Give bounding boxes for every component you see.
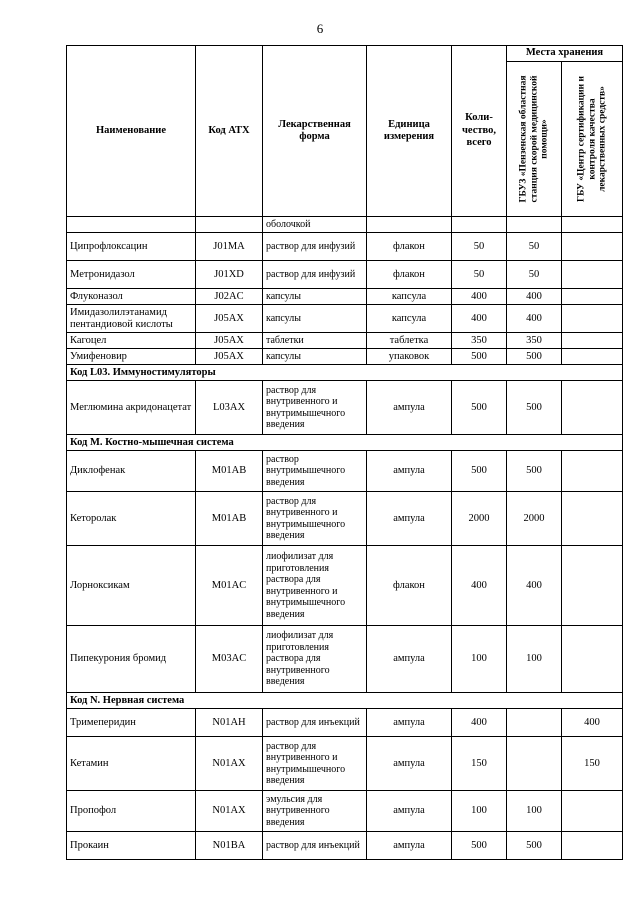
unit-cell: ампула xyxy=(367,832,452,860)
storage-certification-cell: 400 xyxy=(562,709,623,737)
storage-certification-cell xyxy=(562,217,623,233)
quantity-cell: 400 xyxy=(452,305,507,333)
table-row xyxy=(67,492,623,546)
storage-certification-cell xyxy=(562,492,623,546)
quantity-cell xyxy=(452,217,507,233)
section-row xyxy=(67,693,623,709)
section-row xyxy=(67,435,623,451)
atx-code-cell: J05AX xyxy=(196,305,263,333)
drug-name-cell: Кагоцел xyxy=(67,333,196,349)
table-row xyxy=(67,233,623,261)
table-row xyxy=(67,381,623,435)
section-title: Код L03. Иммуностимуляторы xyxy=(67,365,623,381)
quantity-cell: 500 xyxy=(452,451,507,492)
atx-code-cell: L03AX xyxy=(196,381,263,435)
form-cell: таблетки xyxy=(263,333,367,349)
unit-cell: капсула xyxy=(367,289,452,305)
form-cell: эмульсия для внутривенного введения xyxy=(263,791,367,832)
unit-cell: ампула xyxy=(367,492,452,546)
storage-certification-cell xyxy=(562,349,623,365)
drug-name-cell xyxy=(67,217,196,233)
drug-name-cell: Пропофол xyxy=(67,791,196,832)
atx-code-cell: N01AH xyxy=(196,709,263,737)
quantity-cell: 400 xyxy=(452,546,507,626)
table-row xyxy=(67,832,623,860)
storage-certification-cell xyxy=(562,233,623,261)
atx-code-cell: M01AB xyxy=(196,492,263,546)
drug-name-cell: Диклофенак xyxy=(67,451,196,492)
storage-certification-cell xyxy=(562,626,623,693)
atx-code-cell: J01XD xyxy=(196,261,263,289)
unit-cell: упаковок xyxy=(367,349,452,365)
unit-cell: капсула xyxy=(367,305,452,333)
table-row xyxy=(67,791,623,832)
table-row xyxy=(67,305,623,333)
table-row xyxy=(67,546,623,626)
header-storage-ambulance: ГБУЗ «Пензенская областная станция скорой медицинской помощи» xyxy=(507,62,562,217)
unit-cell: ампула xyxy=(367,626,452,693)
section-row xyxy=(67,365,623,381)
form-cell: раствор для инъекций xyxy=(263,709,367,737)
quantity-cell: 400 xyxy=(452,709,507,737)
drug-name-cell: Прокаин xyxy=(67,832,196,860)
atx-code-cell: J05AX xyxy=(196,333,263,349)
table-row xyxy=(67,626,623,693)
storage-ambulance-cell: 100 xyxy=(507,791,562,832)
form-cell: капсулы xyxy=(263,349,367,365)
drug-name-cell: Флуконазол xyxy=(67,289,196,305)
storage-ambulance-cell: 500 xyxy=(507,451,562,492)
header-quantity: Коли-чество, всего xyxy=(452,46,507,217)
unit-cell: ампула xyxy=(367,737,452,791)
unit-cell: ампула xyxy=(367,709,452,737)
unit-cell xyxy=(367,217,452,233)
atx-code-cell: N01AX xyxy=(196,737,263,791)
table-row xyxy=(67,217,623,233)
quantity-cell: 500 xyxy=(452,832,507,860)
storage-ambulance-cell xyxy=(507,709,562,737)
form-cell: оболочкой xyxy=(263,217,367,233)
table-row xyxy=(67,333,623,349)
form-cell: капсулы xyxy=(263,289,367,305)
form-cell: раствор для инфузий xyxy=(263,233,367,261)
unit-cell: ампула xyxy=(367,791,452,832)
form-cell: раствор для внутривенного и внутримышечного введения xyxy=(263,492,367,546)
atx-code-cell: M03AC xyxy=(196,626,263,693)
form-cell: раствор для внутривенного и внутримышечного введения xyxy=(263,381,367,435)
atx-code-cell xyxy=(196,217,263,233)
drug-name-cell: Тримеперидин xyxy=(67,709,196,737)
header-name: Наименование xyxy=(67,46,196,217)
page-number: 6 xyxy=(316,21,324,36)
atx-code-cell: J02AC xyxy=(196,289,263,305)
atx-code-cell: N01BA xyxy=(196,832,263,860)
table-row xyxy=(67,451,623,492)
header-storage-certification: ГБУ «Центр сертификации и контроля качества лекарственных средств» xyxy=(562,62,623,217)
unit-cell: флакон xyxy=(367,233,452,261)
header-form: Лекарственная форма xyxy=(263,46,367,217)
drug-name-cell: Меглюмина акридонацетат xyxy=(67,381,196,435)
unit-cell: флакон xyxy=(367,261,452,289)
atx-code-cell: J05AX xyxy=(196,349,263,365)
unit-cell: таблетка xyxy=(367,333,452,349)
quantity-cell: 50 xyxy=(452,233,507,261)
atx-code-cell: J01MA xyxy=(196,233,263,261)
storage-certification-cell xyxy=(562,546,623,626)
unit-cell: флакон xyxy=(367,546,452,626)
storage-ambulance-cell: 50 xyxy=(507,261,562,289)
storage-certification-cell xyxy=(562,305,623,333)
unit-cell: ампула xyxy=(367,451,452,492)
storage-ambulance-cell: 2000 xyxy=(507,492,562,546)
storage-certification-cell xyxy=(562,261,623,289)
form-cell: капсулы xyxy=(263,305,367,333)
unit-cell: ампула xyxy=(367,381,452,435)
drug-name-cell: Имидазолилэтанамид пентандиовой кислоты xyxy=(67,305,196,333)
header-atx-code: Код АТХ xyxy=(196,46,263,217)
drug-name-cell: Умифеновир xyxy=(67,349,196,365)
table-row xyxy=(67,709,623,737)
quantity-cell: 400 xyxy=(452,289,507,305)
drug-name-cell: Лорноксикам xyxy=(67,546,196,626)
quantity-cell: 500 xyxy=(452,349,507,365)
quantity-cell: 500 xyxy=(452,381,507,435)
quantity-cell: 2000 xyxy=(452,492,507,546)
drug-name-cell: Кетамин xyxy=(67,737,196,791)
storage-certification-cell xyxy=(562,333,623,349)
storage-ambulance-cell: 500 xyxy=(507,349,562,365)
header-storage: Места хранения xyxy=(507,46,623,62)
table-row xyxy=(67,737,623,791)
storage-certification-cell xyxy=(562,832,623,860)
table-row xyxy=(67,261,623,289)
quantity-cell: 150 xyxy=(452,737,507,791)
quantity-cell: 50 xyxy=(452,261,507,289)
form-cell: раствор для инъекций xyxy=(263,832,367,860)
storage-ambulance-cell: 350 xyxy=(507,333,562,349)
storage-certification-cell xyxy=(562,791,623,832)
table-row xyxy=(67,349,623,365)
storage-ambulance-cell xyxy=(507,217,562,233)
drug-name-cell: Пипекурония бромид xyxy=(67,626,196,693)
header-unit: Единица измерения xyxy=(367,46,452,217)
storage-ambulance-cell: 100 xyxy=(507,626,562,693)
form-cell: раствор внутримышечного введения xyxy=(263,451,367,492)
drug-name-cell: Ципрофлоксацин xyxy=(67,233,196,261)
storage-certification-cell xyxy=(562,381,623,435)
section-title: Код N. Нервная система xyxy=(67,693,623,709)
storage-certification-cell xyxy=(562,451,623,492)
section-title: Код М. Костно-мышечная система xyxy=(67,435,623,451)
form-cell: раствор для внутривенного и внутримышечного введения xyxy=(263,737,367,791)
quantity-cell: 350 xyxy=(452,333,507,349)
form-cell: раствор для инфузий xyxy=(263,261,367,289)
storage-ambulance-cell: 500 xyxy=(507,832,562,860)
storage-ambulance-cell: 500 xyxy=(507,381,562,435)
storage-ambulance-cell: 400 xyxy=(507,305,562,333)
storage-ambulance-cell: 400 xyxy=(507,289,562,305)
form-cell: лиофилизат для приготовления раствора для внутривенного введения xyxy=(263,626,367,693)
storage-ambulance-cell: 400 xyxy=(507,546,562,626)
medicines-table xyxy=(66,45,623,860)
atx-code-cell: M01AB xyxy=(196,451,263,492)
storage-certification-cell: 150 xyxy=(562,737,623,791)
quantity-cell: 100 xyxy=(452,626,507,693)
storage-ambulance-cell: 50 xyxy=(507,233,562,261)
form-cell: лиофилизат для приготовления раствора для внутривенного и внутримышечного введения xyxy=(263,546,367,626)
atx-code-cell: N01AX xyxy=(196,791,263,832)
drug-name-cell: Метронидазол xyxy=(67,261,196,289)
atx-code-cell: M01AC xyxy=(196,546,263,626)
storage-certification-cell xyxy=(562,289,623,305)
drug-name-cell: Кеторолак xyxy=(67,492,196,546)
storage-ambulance-cell xyxy=(507,737,562,791)
quantity-cell: 100 xyxy=(452,791,507,832)
table-row xyxy=(67,289,623,305)
